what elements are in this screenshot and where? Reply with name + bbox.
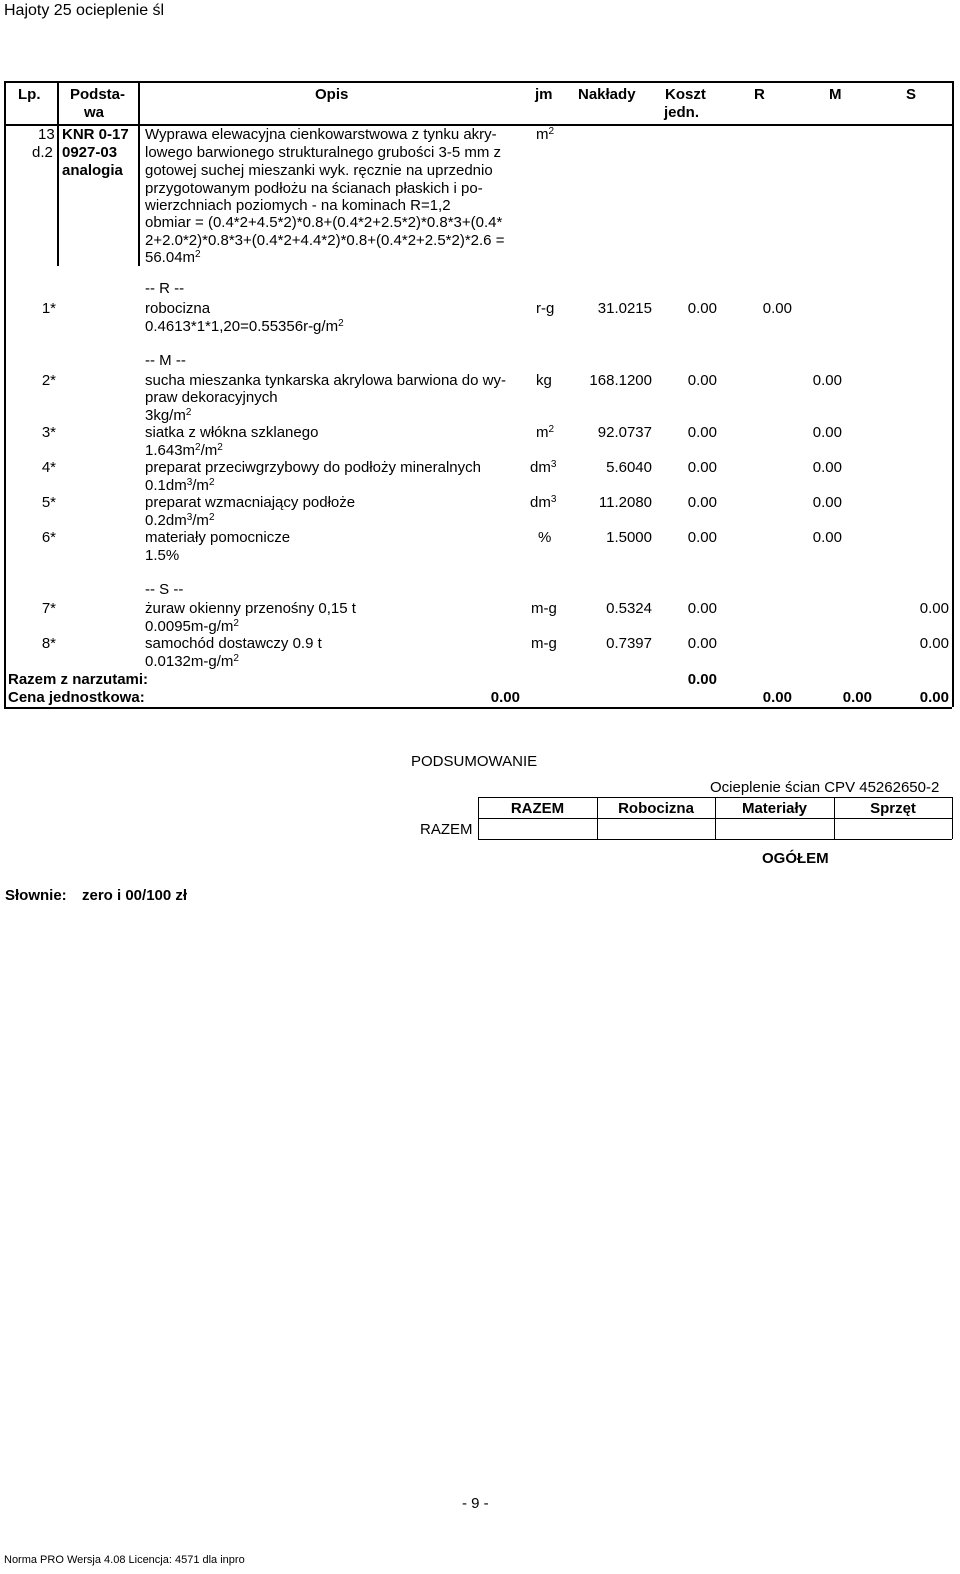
item-2-m: 0.00	[812, 372, 842, 389]
header-lp: Lp.	[18, 86, 41, 103]
item-1-qty: 31.0215	[597, 300, 652, 317]
header-podstawa-2: wa	[84, 104, 105, 121]
item-8-name: samochód dostawczy 0.9 t	[145, 635, 322, 652]
section-r-label: -- R --	[145, 280, 185, 297]
item-8-s: 0.00	[919, 635, 949, 652]
item-4-name: preparat przeciwgrzybowy do podłoży mineralnych	[145, 459, 481, 476]
position-knr-2: 0927-03	[62, 144, 118, 161]
item-4-qty: 5.6040	[606, 459, 652, 476]
item-7-s: 0.00	[919, 600, 949, 617]
position-desc-line-6: obmiar = (0.4*2+4.5*2)*0.8+(0.4*2+2.5*2)*0.8*3+(0.4*	[145, 214, 503, 231]
header-koszt-1: Koszt	[665, 86, 706, 103]
item-3-qty: 92.0737	[597, 424, 652, 441]
position-desc-line-5: wierzchniach poziomych - na kominach R=1,2	[145, 197, 451, 214]
item-8-lp: 8*	[41, 635, 56, 652]
item-4-lp: 4*	[41, 459, 56, 476]
position-desc-line-8: $56.04m^2$	[145, 249, 201, 266]
slownie-value: zero i 00/100 zł	[82, 887, 188, 904]
item-2-cost: 0.00	[687, 372, 717, 389]
table-left-border	[4, 81, 6, 707]
item-2-name-cont: praw dekoracyjnych	[145, 389, 278, 406]
item-4-cost: 0.00	[687, 459, 717, 476]
header-opis: Opis	[315, 86, 349, 103]
summary-table-bottom-border	[478, 839, 952, 840]
item-5-qty: 11.2080	[598, 494, 652, 511]
item-1-cost: 0.00	[687, 300, 717, 317]
item-1-jm: r-g	[536, 300, 555, 317]
item-5-norm: $0.2dm^3/m^2$	[145, 512, 215, 529]
position-desc-line-7: 2+2.0*2)*0.8*3+(0.4*2+4.4*2)*0.8+(0.4*2+2.5*2)*2.6 =	[145, 232, 505, 249]
summary-col-robocizna: Robocizna	[618, 800, 694, 817]
razem-z-narzutami-label: Razem z narzutami:	[8, 671, 149, 688]
summary-ogolem: OGÓŁEM	[762, 850, 829, 867]
col-divider-podstawa	[138, 81, 140, 266]
position-knr-1: KNR 0-17	[62, 126, 129, 143]
summary-row-label: RAZEM	[420, 821, 473, 838]
item-2-norm: $3kg/m^2$	[145, 407, 192, 424]
item-6-norm: 1.5%	[145, 547, 180, 564]
item-4-m: 0.00	[812, 459, 842, 476]
item-5-name: preparat wzmacniający podłoże	[145, 494, 356, 511]
header-s: S	[906, 86, 917, 103]
header-naklady: Nakłady	[578, 86, 636, 103]
item-7-cost: 0.00	[687, 600, 717, 617]
position-lp-2: d.2	[32, 144, 53, 161]
header-jm: jm	[535, 86, 553, 103]
col-divider-lp	[57, 81, 59, 266]
item-8-norm: $0.0132m-g/m^2$	[145, 653, 239, 670]
position-desc-line-3: gotowej suchej mieszanki wyk. ręcznie na uprzednio	[145, 162, 493, 179]
section-s-label: -- S --	[145, 581, 184, 598]
item-5-m: 0.00	[812, 494, 842, 511]
item-2-lp: 2*	[41, 372, 56, 389]
item-5-lp: 5*	[41, 494, 56, 511]
item-2-name: sucha mieszanka tynkarska akrylowa barwiona do wy-	[145, 372, 506, 389]
summary-title: PODSUMOWANIE	[411, 753, 538, 770]
table-bottom-border	[4, 707, 952, 709]
position-desc-line-2: lowego barwionego strukturalnego grubości 3-5 mm z	[145, 144, 502, 161]
cena-jednostkowa-value: 0.00	[490, 689, 520, 706]
item-4-norm: $0.1dm^3/m^2$	[145, 477, 215, 494]
item-1-lp: 1*	[41, 300, 56, 317]
position-jm: $m^2$	[536, 126, 555, 143]
item-6-qty: 1.5000	[606, 529, 652, 546]
item-3-m: 0.00	[812, 424, 842, 441]
item-8-qty: 0.7397	[606, 635, 652, 652]
item-8-cost: 0.00	[687, 635, 717, 652]
cena-jednostkowa-m: 0.00	[842, 689, 872, 706]
item-7-name: żuraw okienny przenośny 0,15 t	[145, 600, 356, 617]
header-koszt-2: jedn.	[664, 104, 700, 121]
item-3-jm: $m^2$	[536, 424, 555, 441]
cena-jednostkowa-label: Cena jednostkowa:	[8, 689, 145, 706]
item-2-qty: 168.1200	[589, 372, 652, 389]
item-1-norm: $0.4613*1*1,20=0.55356r-g/m^2$	[145, 318, 344, 335]
item-2-jm: kg	[536, 372, 552, 389]
header-podstawa-1: Podsta-	[70, 86, 126, 103]
cena-jednostkowa-r: 0.00	[762, 689, 792, 706]
item-7-qty: 0.5324	[606, 600, 652, 617]
cena-jednostkowa-s: 0.00	[919, 689, 949, 706]
item-6-name: materiały pomocnicze	[145, 529, 291, 546]
item-3-norm: $1.643m^2/m^2$	[145, 442, 223, 459]
item-3-cost: 0.00	[687, 424, 717, 441]
item-5-jm: $dm^3$	[530, 494, 557, 511]
summary-subtitle: Ocieplenie ścian CPV 45262650-2	[710, 779, 940, 796]
page-number: - 9 -	[462, 1495, 489, 1512]
item-1-name: robocizna	[145, 300, 211, 317]
item-3-lp: 3*	[41, 424, 56, 441]
item-7-norm: $0.0095m-g/m^2$	[145, 618, 239, 635]
table-top-border	[4, 81, 952, 83]
item-1-r: 0.00	[762, 300, 792, 317]
item-3-name: siatka z włókna szklanego	[145, 424, 319, 441]
summary-col-razem: RAZEM	[510, 800, 565, 817]
item-5-cost: 0.00	[687, 494, 717, 511]
item-7-jm: m-g	[531, 600, 557, 617]
document-title: Hajoty 25 ocieplenie śl	[4, 2, 165, 19]
item-6-m: 0.00	[812, 529, 842, 546]
section-m-label: -- M --	[145, 352, 186, 369]
position-knr-3: analogia	[62, 162, 123, 179]
item-4-jm: $dm^3$	[530, 459, 557, 476]
razem-z-narzutami-value: 0.00	[687, 671, 717, 688]
header-m: M	[829, 86, 842, 103]
item-7-lp: 7*	[41, 600, 56, 617]
slownie-label: Słownie:	[5, 887, 67, 904]
item-6-jm: %	[538, 529, 552, 546]
footer-license: Norma PRO Wersja 4.08 Licencja: 4571 dla inpro	[4, 1554, 245, 1566]
summary-col-sprzet: Sprzęt	[870, 800, 916, 817]
item-6-lp: 6*	[41, 529, 56, 546]
item-8-jm: m-g	[531, 635, 557, 652]
header-r: R	[754, 86, 765, 103]
position-lp-1: 13	[38, 126, 55, 143]
table-right-border	[952, 81, 954, 707]
summary-col-divider-5	[952, 797, 953, 839]
position-desc-line-4: przygotowanym podłożu na ścianach płaskich i po-	[145, 180, 483, 197]
summary-col-materialy: Materiały	[741, 800, 808, 817]
position-desc-line-1: Wyprawa elewacyjna cienkowarstwowa z tynku akry-	[145, 126, 497, 143]
item-6-cost: 0.00	[687, 529, 717, 546]
